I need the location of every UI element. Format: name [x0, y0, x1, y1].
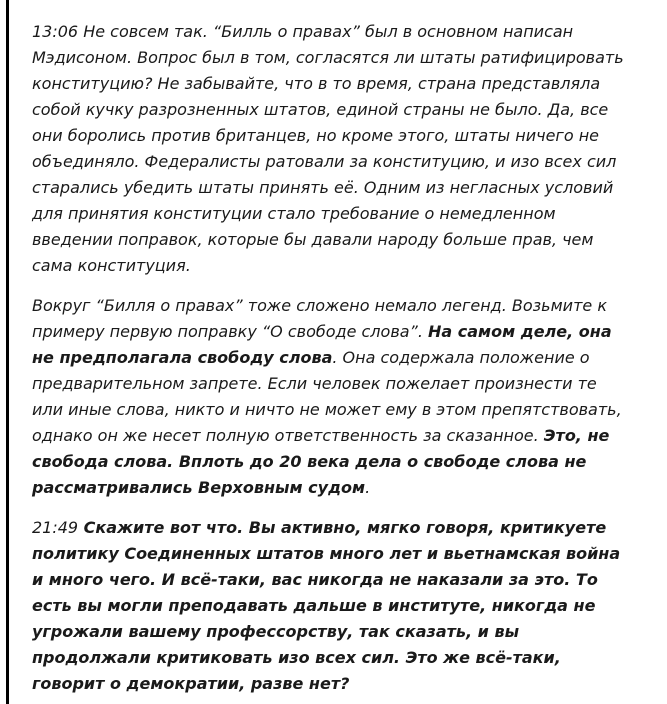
- paragraph-2-text-2: . Она содержала положение о предварительном запрете. Если человек пожелает произнести те или иные слова, никто и ничто не может ему в этом препятствовать, однако он же несет полную ответственность за сказанное.: [32, 348, 622, 445]
- quote-bar: [6, 0, 9, 704]
- paragraph-3: [32, 515, 632, 697]
- timestamp-2: 21:49: [32, 518, 79, 537]
- paragraph-1: [32, 19, 632, 279]
- timestamp-1: 13:06: [32, 22, 79, 41]
- quote-content: [32, 19, 632, 697]
- paragraph-3-bold-question: Скажите вот что. Вы активно, мягко говоря, критикуете политику Соединенных штатов много лет и вьетнамская война и много чего. И всё-таки, вас никогда не наказали за это. То есть вы могли преподавать дальше в институте, никогда не угрожали вашему профессорству, так сказать, и вы продолжали критиковать изо всех сил. Это же всё-таки, говорит о демократии, разве нет?: [32, 518, 621, 693]
- paragraph-2-text-3: .: [365, 478, 371, 497]
- paragraph-2-text-1: Вокруг “Билля о правах” тоже сложено немало легенд. Возьмите к примеру первую поправку “О свободе слова”.: [32, 296, 607, 341]
- paragraph-2: [32, 293, 632, 501]
- paragraph-2-bold-1: На самом деле, она не предполагала свободу слова: [32, 322, 612, 367]
- paragraph-1-text: Не совсем так. “Билль о правах” был в основном написан Мэдисоном. Вопрос был в том, согласятся ли штаты ратифицировать конституцию? Не забывайте, что в то время, страна представляла собой кучку разрозненных штатов, единой страны не было. Да, все они боролись против британцев, но кроме этого, штаты ничего не объединяло. Федералисты ратовали за конституцию, и изо всех сил старались убедить штаты принять её. Одним из негласных условий для принятия конституции стало требование о немедленном введении поправок, которые бы давали народу больше прав, чем сама конституция.: [32, 22, 624, 275]
- paragraph-2-bold-2: Это, не свобода слова. Вплоть до 20 века дела о свободе слова не рассматривались Верховным судом: [32, 426, 610, 497]
